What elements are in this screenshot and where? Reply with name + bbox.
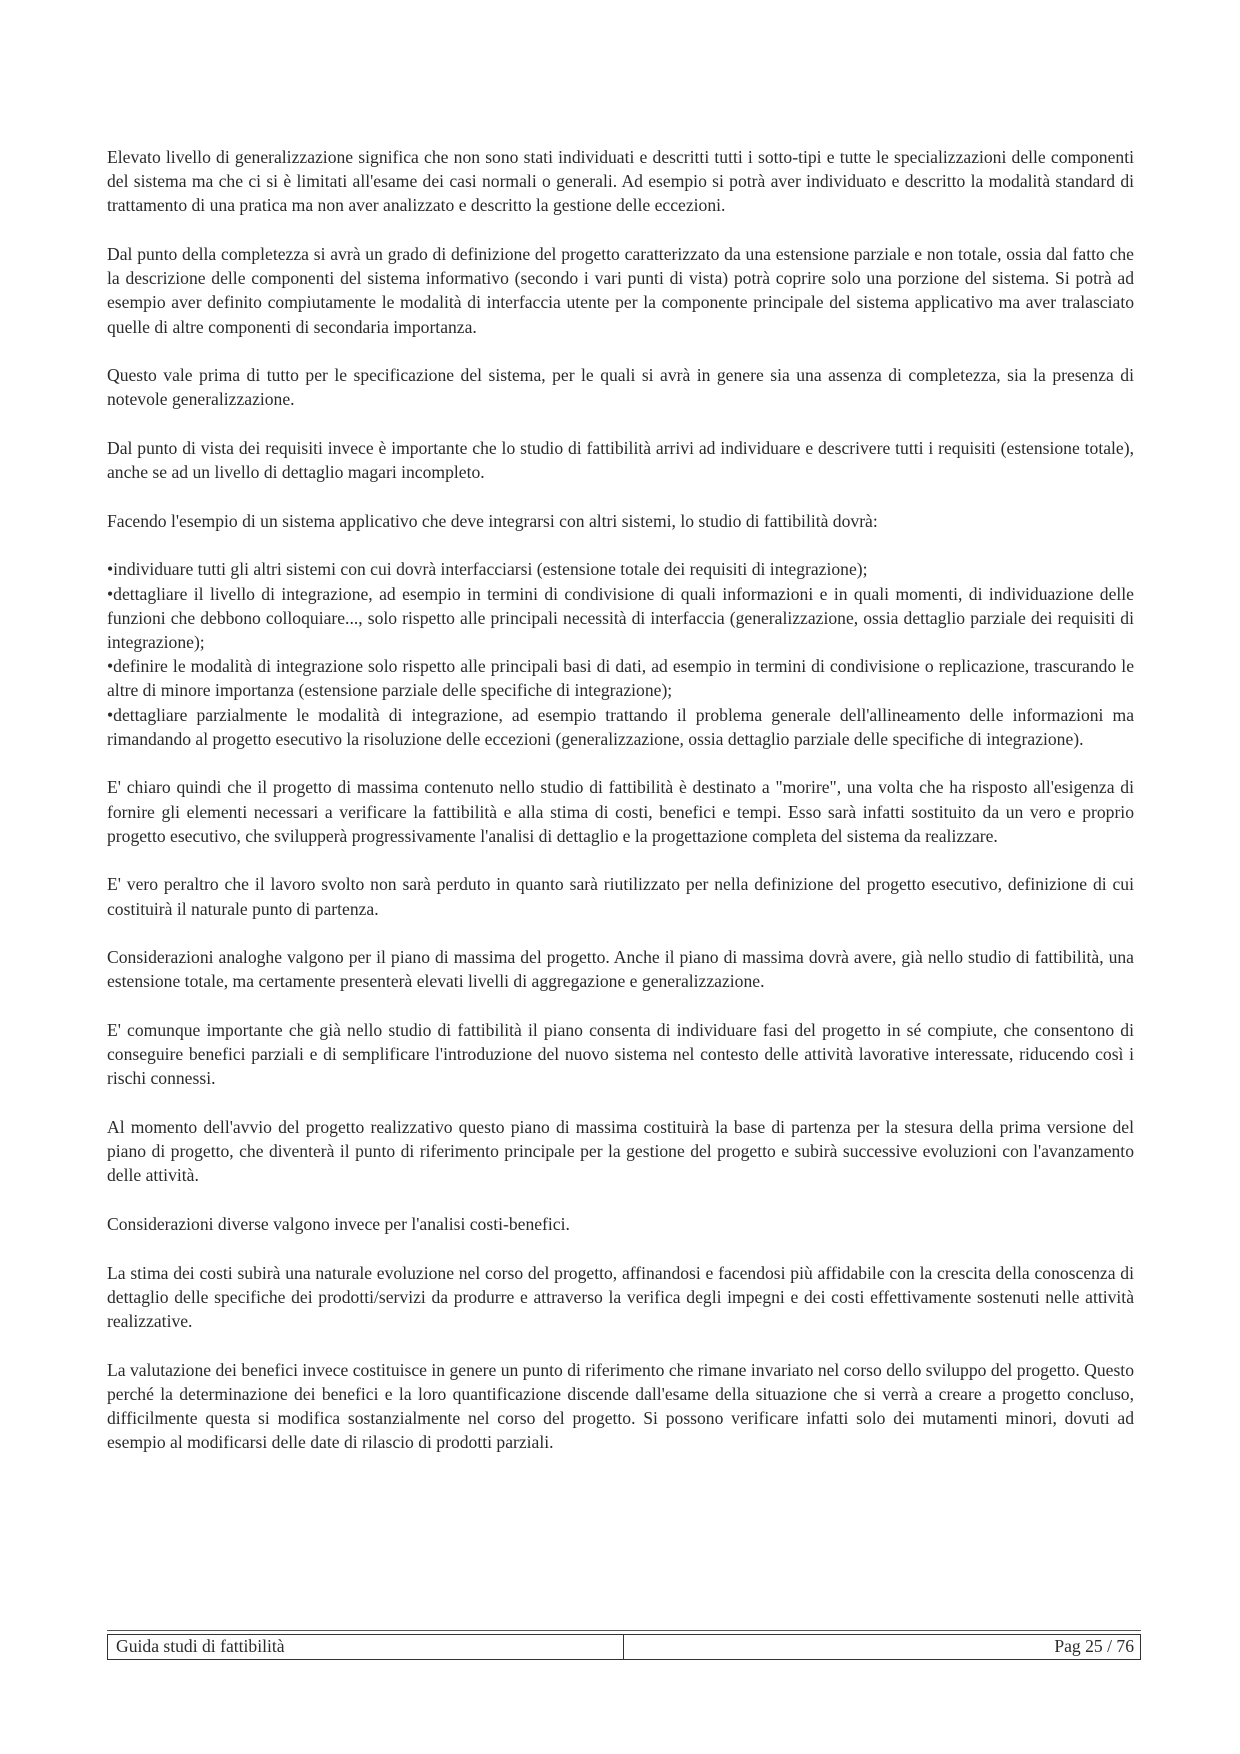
paragraph: E' comunque importante che già nello studio di fattibilità il piano consenta di individuare fasi del progetto in sé compiute, che consentono di conseguire benefici parziali e di semplificare l'introduzione del nuovo sistema nel contesto delle attività lavorative interessate, riducendo così i rischi connessi. bbox=[107, 1020, 1134, 1089]
bullet-item: •dettagliare il livello di integrazione, ad esempio in termini di condivisione di quali informazioni e in quali momenti, di individuazione delle funzioni che debbono colloquiare..., solo rispetto alle principali necessità di interfaccia (generalizzazione, ossia dettaglio parziale dei requisiti di integrazione); bbox=[107, 583, 1134, 652]
footer-rule bbox=[107, 1630, 1141, 1631]
bullet-list bbox=[107, 557, 1134, 751]
paragraph: La valutazione dei benefici invece costituisce in genere un punto di riferimento che rimane invariato nel corso dello sviluppo del progetto. Questo perché la determinazione dei benefici e la loro quantificazione discende dall'esame della situazione che si verrà a creare a progetto concluso, difficilmente questa si modifica sostanzialmente nel corso del progetto. Si possono verificare infatti solo dei mutamenti minori, dovuti ad esempio al modificarsi delle date di rilascio di prodotti parziali. bbox=[107, 1359, 1134, 1453]
footer-title: Guida studi di fattibilità bbox=[108, 1635, 624, 1659]
page-number: Pag 25 / 76 bbox=[1054, 1636, 1134, 1656]
footer-spacer bbox=[624, 1635, 1048, 1659]
paragraph: Elevato livello di generalizzazione significa che non sono stati individuati e descritti tutti i sotto-tipi e tutte le specializzazioni delle componenti del sistema ma che ci si è limitati all'esame dei casi normali o generali. Ad esempio si potrà aver individuato e descritto la modalità standard di trattamento di una pratica ma non aver analizzato e descritto la gestione delle eccezioni. bbox=[107, 147, 1134, 216]
paragraph: La stima dei costi subirà una naturale evoluzione nel corso del progetto, affinandosi e facendosi più affidabile con la crescita della conoscenza di dettaglio delle specifiche dei prodotti/servizi da produrre e attraverso la verifica degli impegni e dei costi effettivamente sostenuti nelle attività realizzative. bbox=[107, 1262, 1134, 1331]
paragraph: Dal punto di vista dei requisiti invece è importante che lo studio di fattibilità arrivi ad individuare e descrivere tutti i requisiti (estensione totale), anche se ad un livello di dettaglio magari incompleto. bbox=[107, 438, 1134, 483]
page-body bbox=[107, 145, 1134, 1479]
paragraph: Facendo l'esempio di un sistema applicativo che deve integrarsi con altri sistemi, lo studio di fattibilità dovrà: bbox=[107, 510, 878, 531]
paragraph: E' chiaro quindi che il progetto di massima contenuto nello studio di fattibilità è destinato a "morire", una volta che ha risposto all'esigenza di fornire gli elementi necessari a verificare la fattibilità e alla stima di costi, benefici e tempi. Esso sarà infatti sostituito da un vero e proprio progetto esecutivo, che svilupperà progressivamente l'analisi di dettaglio e la progettazione completa del sistema da realizzare. bbox=[107, 777, 1134, 846]
bullet-item: •definire le modalità di integrazione solo rispetto alle principali basi di dati, ad esempio in termini di condivisione o replicazione, trascurando le altre di minore importanza (estensione parziale delle specifiche di integrazione); bbox=[107, 656, 1134, 701]
paragraph: Dal punto della completezza si avrà un grado di definizione del progetto caratterizzato da una estensione parziale e non totale, ossia dal fatto che la descrizione delle componenti del sistema informativo (secondo i vari punti di vista) potrà coprire solo una porzione del sistema. Si potrà ad esempio aver definito compiutamente le modalità di interfaccia utente per la componente principale del sistema applicativo ma aver tralasciato quelle di altre componenti di secondaria importanza. bbox=[107, 244, 1134, 337]
paragraph: Considerazioni diverse valgono invece per l'analisi costi-benefici. bbox=[107, 1214, 570, 1234]
page-footer bbox=[107, 1634, 1141, 1660]
paragraph: Questo vale prima di tutto per le specificazione del sistema, per le quali si avrà in genere sia una assenza di completezza, sia la presenza di notevole generalizzazione. bbox=[107, 365, 1134, 410]
paragraph: E' vero peraltro che il lavoro svolto non sarà perduto in quanto sarà riutilizzato per nella definizione del progetto esecutivo, definizione di cui costituirà il naturale punto di partenza. bbox=[107, 874, 1134, 919]
bullet-item: •individuare tutti gli altri sistemi con cui dovrà interfacciarsi (estensione totale dei requisiti di integrazione); bbox=[107, 559, 868, 580]
bullet-item: •dettagliare parzialmente le modalità di integrazione, ad esempio trattando il problema generale dell'allineamento delle informazioni ma rimandando al progetto esecutivo la risoluzione delle eccezioni (generalizzazione, ossia dettaglio parziale delle specifiche di integrazione). bbox=[107, 704, 1134, 749]
paragraph: Al momento dell'avvio del progetto realizzativo questo piano di massima costituirà la base di partenza per la stesura della prima versione del piano di progetto, che diventerà il punto di riferimento principale per la gestione del progetto e subirà successive evoluzioni con l'avanzamento delle attività. bbox=[107, 1117, 1134, 1186]
paragraph: Considerazioni analoghe valgono per il piano di massima del progetto. Anche il piano di massima dovrà avere, già nello studio di fattibilità, una estensione totale, ma certamente presenterà elevati livelli di aggregazione e generalizzazione. bbox=[107, 947, 1134, 992]
